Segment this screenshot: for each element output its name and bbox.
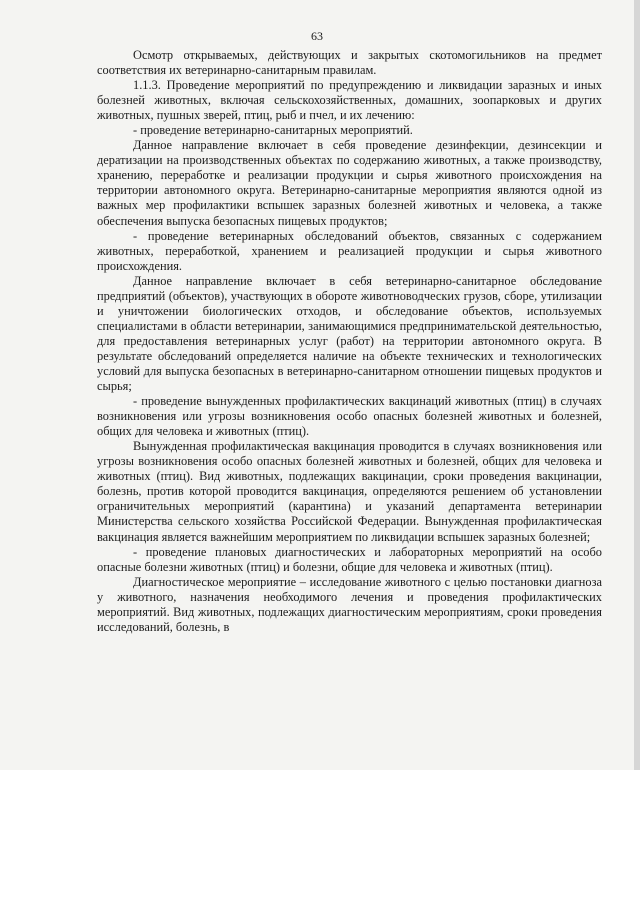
blank-area [0,770,640,905]
paragraph: - проведение ветеринарно-санитарных мероприятий. [133,123,413,138]
paragraph: Вынужденная профилактическая вакцинация проводится в случаях возникновения или угрозы возникновения особо опасных болезней животных и болезней, общих для человека и животных (птиц). Вид животных, подлежащих вакцинации, сроки проведения вакцинации, болезнь, против которой проводится вакцинация, определяются решением об установлении ограничительных мероприятий (карантина) и указаний департамента ветеринарии Министерства сельского хозяйства Российской Федерации. Вынужденная профилактическая вакцинация является важнейшим мероприятием по ликвидации вспышек заразных болезней; [97,439,602,544]
page-body [97,48,602,635]
page-number: 63 [311,29,323,43]
paragraph: Диагностическое мероприятие – исследование животного с целью постановки диагноза у животного, назначения необходимого лечения и проведения профилактических мероприятий. Вид животных, подлежащих диагностическим мероприятиям, сроки проведения исследований, болезнь, в [97,574,602,634]
paragraph: Данное направление включает в себя ветеринарно-санитарное обследование предприятий (объектов), участвующих в обороте животноводческих грузов, сборе, утилизации и уничтожении биологических отходов, и обследование объектов, используемых специалистами в области ветеринарии, занимающимися предпринимательской деятельностью, для предоставления ветеринарных услуг (работ) на территории автономного округа. В результате обследований определяется наличие на объекте технических и технологических условий для выпуска безопасных в ветеринарно-санитарном отношении пищевых продуктов и сырья; [97,273,602,394]
paragraph: 1.1.3. Проведение мероприятий по предупреждению и ликвидации заразных и иных болезней животных, включая сельскохозяйственных, домашних, зоопарковых и других животных, пушных зверей, птиц, рыб и пчел, и их лечению: [97,78,602,123]
paragraph: - проведение плановых диагностических и лабораторных мероприятий на особо опасные болезни животных (птиц) и болезни, общие для человека и животных (птиц). [97,544,602,574]
paragraph: Осмотр открываемых, действующих и закрытых скотомогильников на предмет соответствия их ветеринарно-санитарным правилам. [97,48,602,78]
paragraph: - проведение вынужденных профилактических вакцинаций животных (птиц) в случаях возникновения или угрозы возникновения особо опасных болезней животных и болезней, общих для человека и животных (птиц). [97,394,602,439]
paragraph: - проведение ветеринарных обследований объектов, связанных с содержанием животных, переработкой, хранением и реализацией продукции и сырья животного происхождения. [97,228,602,273]
paragraph: Данное направление включает в себя проведение дезинфекции, дезинсекции и дератизации на производственных объектах по содержанию животных, а также производству, хранению, переработке и реализации продукции и сырья животного происхождения на территории автономного округа. Ветеринарно-санитарные мероприятия являются одной из важных мер профилактики вспышек заразных болезней животных и человека, а также обеспечения выпуска безопасных пищевых продуктов; [97,138,602,228]
